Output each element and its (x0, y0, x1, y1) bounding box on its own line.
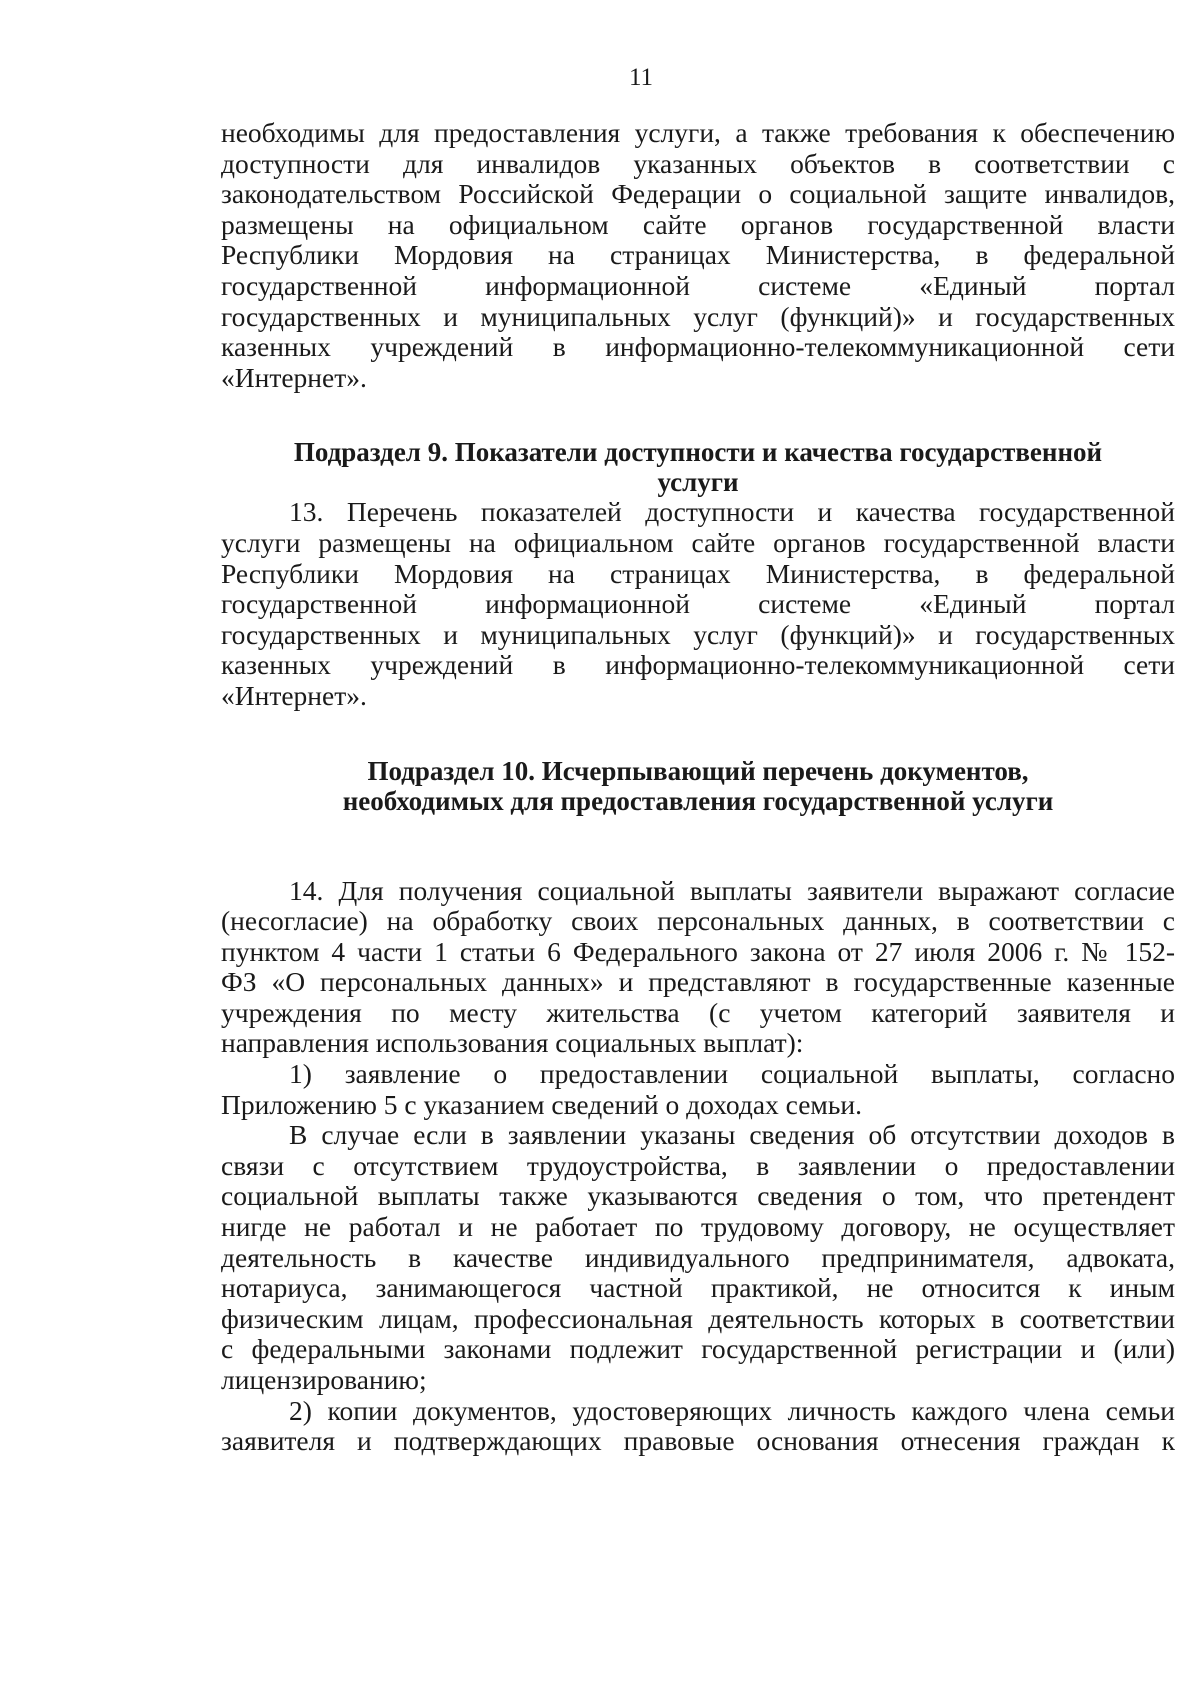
heading-line: необходимых для предоставления государственной услуги (342, 785, 1054, 816)
text-line: государственных и муниципальных услуг (функций)» и государственных (221, 618, 1175, 650)
text-line: государственной информационной системе «Единый портал (221, 269, 1175, 301)
heading-line: Подраздел 10. Исчерпывающий перечень документов, (367, 755, 1029, 786)
text-line: ФЗ «О персональных данных» и представляют в государственные казенные (221, 966, 1175, 998)
text-line: В случае если в заявлении указаны сведения об отсутствии доходов в (289, 1119, 1175, 1151)
text-line: 13. Перечень показателей доступности и качества государственной (289, 496, 1175, 528)
text-line: лицензированию; (221, 1364, 427, 1395)
text-line: с федеральными законами подлежит государственной регистрации и (или) (221, 1333, 1175, 1365)
page-number: 11 (628, 64, 654, 91)
text-line: учреждения по месту жительства (с учетом категорий заявителя и (221, 996, 1175, 1028)
list-item-2 (221, 1396, 1175, 1457)
text-line: 14. Для получения социальной выплаты заявители выражают согласие (289, 874, 1175, 906)
text-line: Республики Мордовия на страницах Министерства, в федеральной (221, 239, 1175, 271)
text-line: 2) копии документов, удостоверяющих личность каждого члена семьи (289, 1394, 1175, 1426)
text-line: направления использования социальных выплат): (221, 1027, 804, 1059)
heading-line: услуги (657, 467, 739, 498)
paragraph-13 (221, 497, 1175, 711)
text-line: 1) заявление о предоставлении социальной выплаты, согласно (289, 1058, 1175, 1090)
text-line: нотариуса, занимающегося частной практикой, не относится к иным (221, 1272, 1175, 1304)
section-10-heading (221, 756, 1175, 816)
text-line: «Интернет». (221, 679, 367, 711)
text-line: казенных учреждений в информационно-телекоммуникационной сети (221, 649, 1175, 681)
list-item-1 (221, 1059, 1175, 1120)
text-line: связи с отсутствием трудоустройства, в заявлении о предоставлении (221, 1149, 1175, 1181)
text-line: услуги размещены на официальном сайте органов государственной власти (221, 526, 1175, 558)
intro-paragraph (221, 118, 1175, 393)
text-line: деятельность в качестве индивидуального предпринимателя, адвоката, (221, 1241, 1175, 1273)
text-line: Приложению 5 с указанием сведений о доходах семьи. (221, 1088, 862, 1120)
paragraph-14 (221, 876, 1175, 1060)
text-line: доступности для инвалидов указанных объектов в соответствии с (221, 147, 1175, 179)
text-line: «Интернет». (221, 361, 367, 393)
text-line: пунктом 4 части 1 статьи 6 Федерального закона от 27 июля 2006 г. № 152- (221, 935, 1175, 967)
text-line: необходимы для предоставления услуги, а также требования к обеспечению (221, 117, 1175, 148)
section-9-heading (221, 437, 1175, 497)
text-line: (несогласие) на обработку своих персональных данных, в соответствии с (221, 905, 1175, 937)
heading-line: Подраздел 9. Показатели доступности и качества государственной (293, 437, 1103, 468)
text-line: Республики Мордовия на страницах Министерства, в федеральной (221, 557, 1175, 589)
text-line: физическим лицам, профессиональная деятельность которых в соответствии (221, 1302, 1175, 1334)
text-line: казенных учреждений в информационно-телекоммуникационной сети (221, 331, 1175, 363)
text-line: государственной информационной системе «Единый портал (221, 588, 1175, 620)
case-paragraph (221, 1120, 1175, 1395)
text-line: заявителя и подтверждающих правовые основания отнесения граждан к (221, 1425, 1175, 1457)
document-body (221, 118, 1175, 1457)
text-line: социальной выплаты также указываются сведения о том, что претендент (221, 1180, 1175, 1212)
text-line: законодательством Российской Федерации о социальной защите инвалидов, (221, 178, 1175, 210)
text-line: государственных и муниципальных услуг (функций)» и государственных (221, 300, 1175, 332)
text-line: нигде не работал и не работает по трудовому договору, не осуществляет (221, 1211, 1175, 1243)
text-line: размещены на официальном сайте органов государственной власти (221, 208, 1175, 240)
